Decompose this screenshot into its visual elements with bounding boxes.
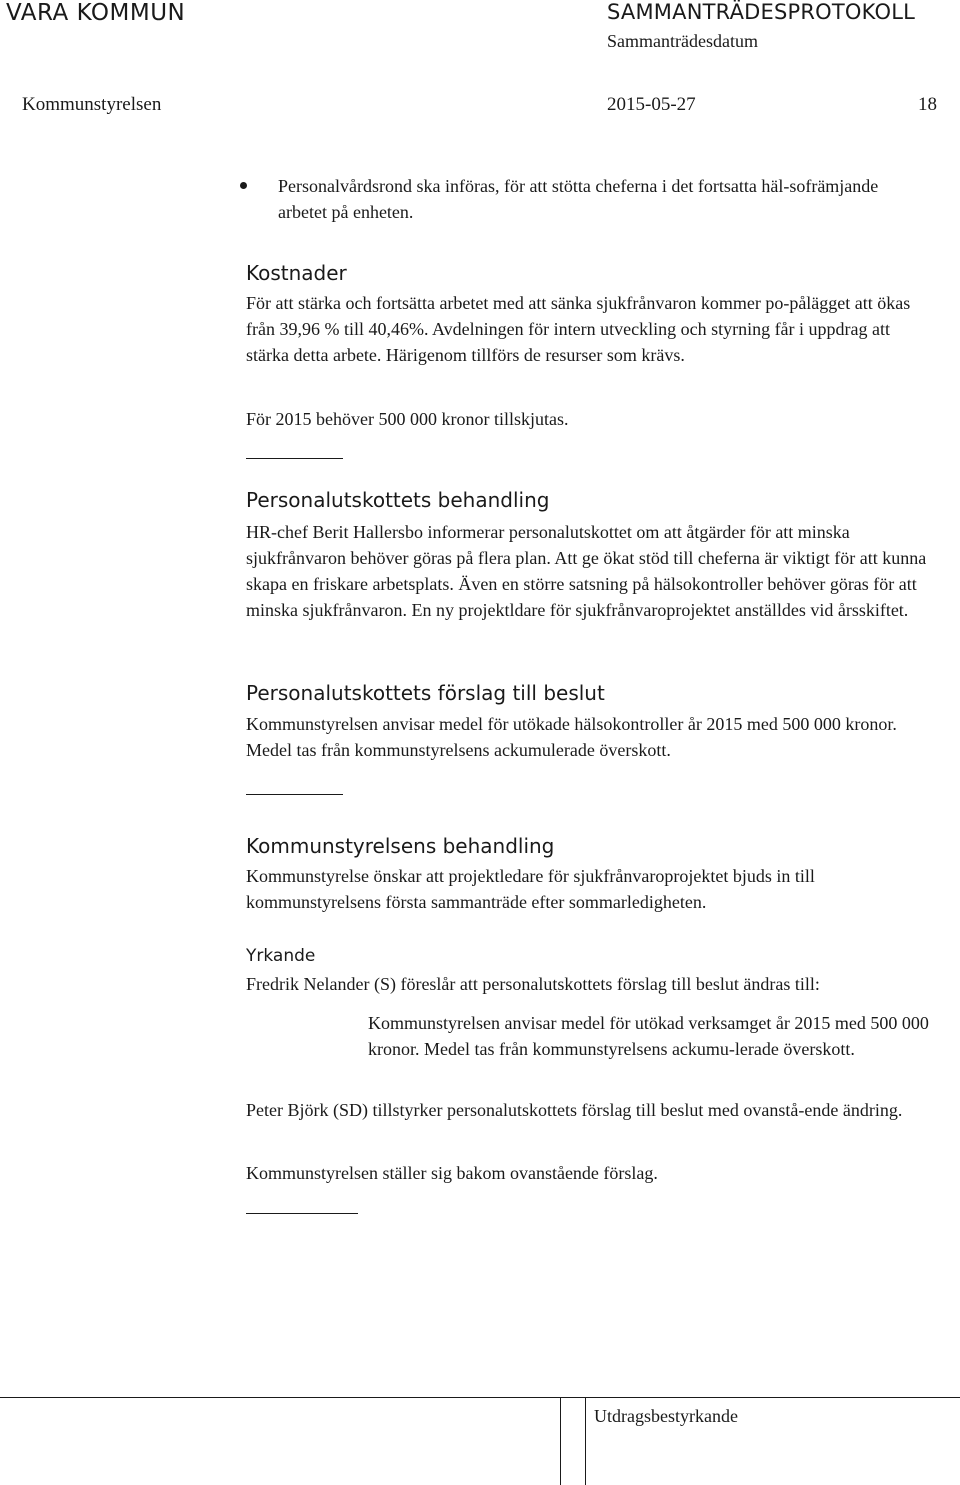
section-divider <box>246 458 343 459</box>
section-heading-kostnader: Kostnader <box>246 261 347 285</box>
section-divider <box>246 1213 358 1214</box>
page-number: 18 <box>918 94 937 115</box>
bullet-icon <box>240 182 247 189</box>
meeting-date: 2015-05-27 <box>607 94 696 115</box>
footer-separator <box>560 1397 561 1485</box>
behandling-paragraph: HR-chef Berit Hallersbo informerar personalutskottet om att åtgärder för att minska sjukfrånvaron behöver göras på flera plan. Att ge ökat stöd till cheferna är viktigt för att kunna skapa en friskare arbetsplats. Även en större satsning på hälsokontroller behöver göras för att minska sjukfrånvaron. En ny projektldare för sjukfrånvaroprojektet anställdes vid årsskiftet. <box>246 522 927 620</box>
ks-behandling-paragraph: Kommunstyrelse önskar att projektledare för sjukfrånvaroprojektet bjuds in till kommunstyrelsens första sammanträde efter sommarledigheten. <box>246 866 815 912</box>
footer-separator <box>585 1397 586 1485</box>
section-heading-forslag: Personalutskottets förslag till beslut <box>246 681 605 705</box>
yrkande-support: Peter Björk (SD) tillstyrker personalutskottets förslag till beslut med ovanstå-ende ändring. <box>246 1100 903 1120</box>
yrkande-quote: Kommunstyrelsen anvisar medel för utökad verksamget år 2015 med 500 000 kronor. Medel tas från kommunstyrelsens ackumu-lerade överskott. <box>368 1013 929 1059</box>
organization-name: VARA KOMMUN <box>6 0 186 26</box>
yrkande-paragraph: Fredrik Nelander (S) föreslår att personalutskottets förslag till beslut ändras till: <box>246 974 820 994</box>
body-name: Kommunstyrelsen <box>22 94 162 115</box>
section-heading-behandling: Personalutskottets behandling <box>246 488 550 512</box>
section-heading-yrkande: Yrkande <box>246 946 316 966</box>
certification-label: Utdragsbestyrkande <box>594 1406 738 1426</box>
kostnader-paragraph: För att stärka och fortsätta arbetet med att sänka sjukfrånvaron kommer po-pålägget att ökas från 39,96 % till 40,46%. Avdelningen för intern utveckling och styrning får i uppdrag att stärka detta arbete. Härigenom tillförs de resurser som krävs. <box>246 293 911 365</box>
bullet-text: Personalvårdsrond ska införas, för att stötta cheferna i det fortsatta häl-sofrämjande arbetet på enheten. <box>278 176 879 222</box>
document-type: SAMMANTRÄDESPROTOKOLL <box>607 0 915 24</box>
footer-divider <box>0 1397 960 1398</box>
kostnader-amount-paragraph: För 2015 behöver 500 000 kronor tillskjutas. <box>246 409 569 429</box>
section-divider <box>246 794 343 795</box>
section-heading-ks-behandling: Kommunstyrelsens behandling <box>246 834 555 858</box>
yrkande-conclusion: Kommunstyrelsen ställer sig bakom ovanstående förslag. <box>246 1163 658 1183</box>
forslag-paragraph: Kommunstyrelsen anvisar medel för utökade hälsokontroller år 2015 med 500 000 kronor. Medel tas från kommunstyrelsens ackumulerade överskott. <box>246 714 897 760</box>
meeting-date-label: Sammanträdesdatum <box>607 31 758 51</box>
